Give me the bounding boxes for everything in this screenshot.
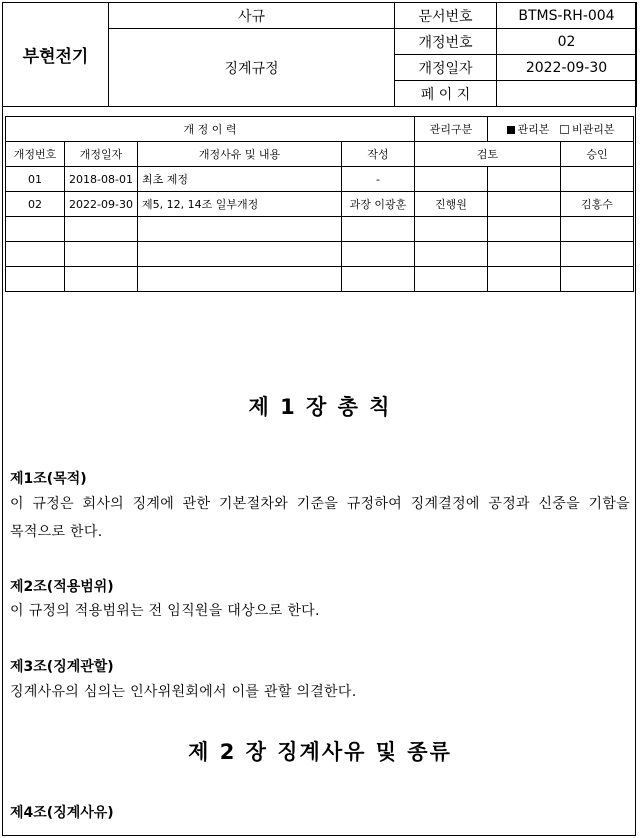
page-value: [497, 81, 637, 107]
article-1-text: 이 규정은 회사의 징계에 관한 기본절차와 기준을 규정하여 징계결정에 공정과 신중을 기함을 목적으로 한다.: [10, 496, 630, 540]
page-label: 페 이 지: [395, 81, 497, 107]
article-4-title: 제4조(징계사유): [10, 805, 114, 821]
table-row: [6, 167, 634, 192]
chapter-1-heading: 제 1 장 총 칙: [248, 395, 392, 419]
rev-approve-cell: [561, 167, 634, 192]
col-header: 개정사유 및 내용: [138, 142, 342, 167]
col-header: 개정번호: [6, 142, 65, 167]
article-1-title: 제1조(목적): [10, 471, 87, 487]
table-row: [6, 192, 634, 217]
rev-date-value: 2022-09-30: [497, 55, 637, 81]
chapter-2-heading: 제 2 장 징계사유 및 종류: [188, 740, 452, 764]
col-header: 작성: [342, 142, 415, 167]
col-header: 승인: [561, 142, 634, 167]
rev-no-cell: 01: [6, 167, 65, 192]
rev-no-label: 개정번호: [395, 29, 497, 55]
rev-review-cell: [488, 192, 561, 217]
table-row: [6, 242, 634, 267]
table-row: [6, 267, 634, 292]
document-header: [2, 2, 637, 107]
rev-author-cell: 과장 이광훈: [342, 192, 415, 217]
rev-review-cell: [415, 167, 488, 192]
rev-no-cell: 02: [6, 192, 65, 217]
table-row: [6, 217, 634, 242]
rev-reason-cell: 제5, 12, 14조 일부개정: [138, 192, 342, 217]
mgmt-options: [488, 117, 634, 142]
rev-date-label: 개정일자: [395, 55, 497, 81]
revision-header-row: [6, 142, 634, 167]
article-2-text: 이 규정의 적용범위는 전 임직원을 대상으로 한다.: [10, 603, 320, 619]
col-header: 개정일자: [65, 142, 138, 167]
revision-history-title: 개 정 이 력: [6, 117, 415, 142]
checked-box-icon: [507, 126, 515, 134]
doc-no-value: BTMS-RH-004: [497, 3, 637, 29]
mgmt-label: 관리구분: [415, 117, 488, 142]
mgmt-controlled-label: 관리본: [517, 123, 550, 136]
rev-review-cell: [488, 167, 561, 192]
company-name: 부현전기: [3, 3, 109, 107]
col-header: 검토: [415, 142, 561, 167]
rev-date-cell: 2018-08-01: [65, 167, 138, 192]
article-3-text: 징계사유의 심의는 인사위원회에서 이를 관할 의결한다.: [10, 684, 357, 700]
revision-history-table: [5, 116, 634, 292]
rev-author-cell: -: [342, 167, 415, 192]
rev-no-value: 02: [497, 29, 637, 55]
document-title: 징계규정: [109, 29, 395, 107]
rev-approve-cell: 김홍수: [561, 192, 634, 217]
article-3-title: 제3조(징계관할): [10, 659, 114, 675]
article-2-title: 제2조(적용범위): [10, 579, 114, 595]
rev-review-cell: 진행원: [415, 192, 488, 217]
unchecked-box-icon: [560, 125, 569, 134]
rev-date-cell: 2022-09-30: [65, 192, 138, 217]
document-category: 사규: [109, 3, 395, 29]
doc-no-label: 문서번호: [395, 3, 497, 29]
rev-reason-cell: 최초 제정: [138, 167, 342, 192]
mgmt-uncontrolled-label: 비관리본: [571, 123, 615, 136]
